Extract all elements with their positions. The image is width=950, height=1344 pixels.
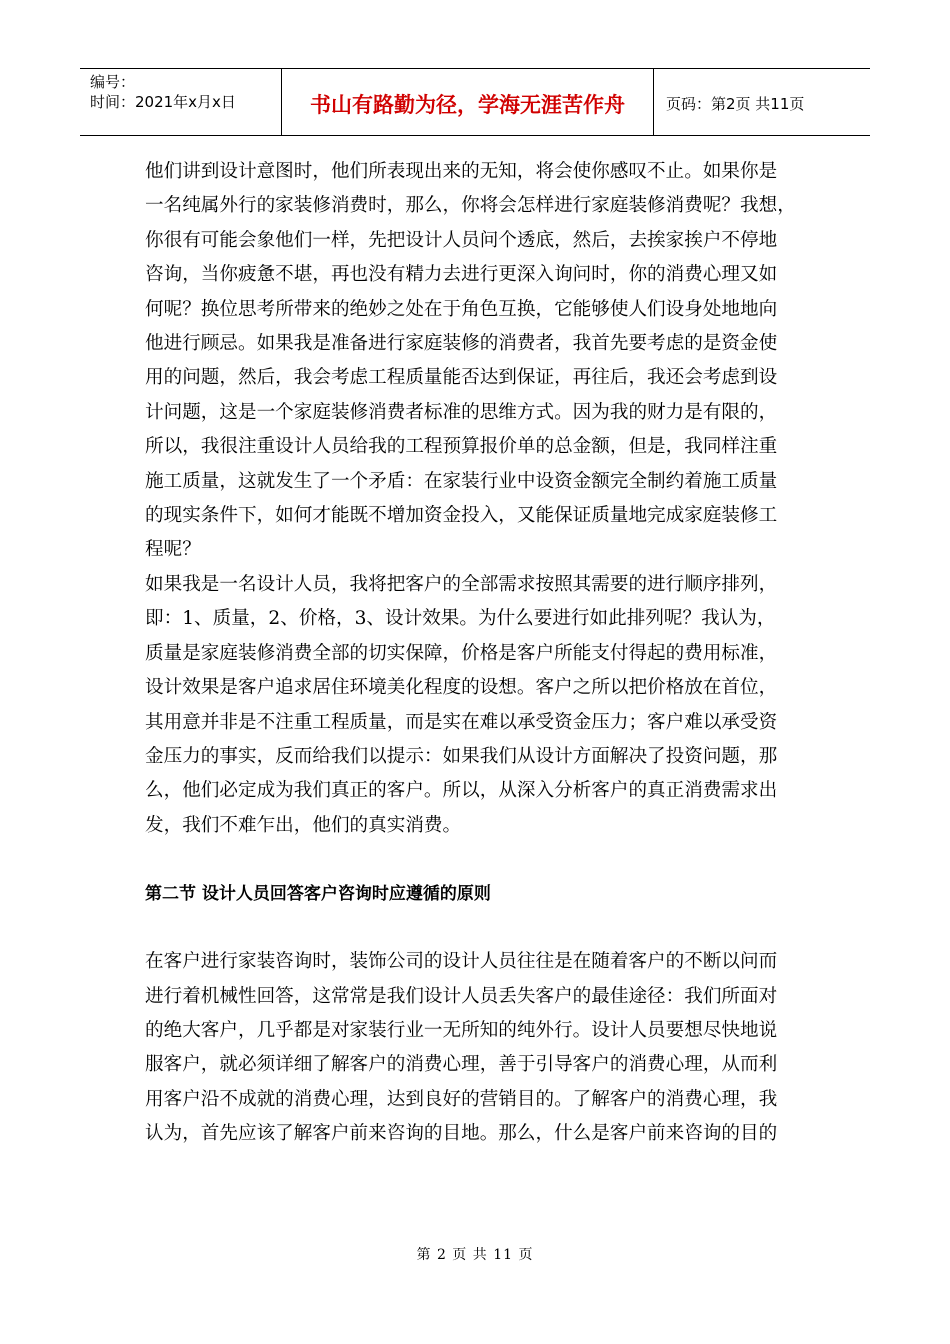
text-line: 么，他们必定成为我们真正的客户。所以，从深入分析客户的真正消费需求出 xyxy=(145,780,778,802)
text-line: 程呢？ xyxy=(145,539,201,561)
spacer xyxy=(145,911,805,945)
text-line: 金压力的事实，反而给我们以提示：如果我们从设计方面解决了投资问题，那 xyxy=(145,745,778,767)
document-body xyxy=(145,155,805,1152)
page-footer: 第 2 页 共 11 页 xyxy=(416,1247,534,1263)
page-header xyxy=(80,68,870,136)
text-line: 用客户沿不成就的消费心理，达到良好的营销目的。了解客户的消费心理，我 xyxy=(145,1088,778,1110)
text-line: 质量是家庭装修消费全部的切实保障，价格是客户所能支付得起的费用标准， xyxy=(145,642,778,664)
text-line: 他进行顾忌。如果我是准备进行家庭装修的消费者，我首先要考虑的是资金使 xyxy=(145,333,778,355)
text-line: 施工质量，这就发生了一个矛盾：在家装行业中设资金额完全制约着施工质量 xyxy=(145,470,778,492)
paragraph-3 xyxy=(145,945,805,1151)
section-heading: 第二节 设计人员回答客户咨询时应遵循的原则 xyxy=(145,884,491,905)
text-line: 发，我们不难乍出，他们的真实消费。 xyxy=(145,814,462,836)
text-line: 计问题，这是一个家庭装修消费者标准的思维方式。因为我的财力是有限的， xyxy=(145,401,778,423)
spacer xyxy=(145,843,805,877)
header-page-label: 页码：第2页 共11页 xyxy=(666,94,805,113)
text-line: 用的问题，然后，我会考虑工程质量能否达到保证，再往后，我还会考虑到设 xyxy=(145,367,778,389)
text-line: 服客户，就必须详细了解客户的消费心理，善于引导客户的消费心理，从而利 xyxy=(145,1054,778,1076)
text-line: 其用意并非是不注重工程质量，而是实在难以承受资金压力；客户难以承受资 xyxy=(145,711,778,733)
header-motto: 书山有路勤为径，学海无涯苦作舟 xyxy=(282,69,654,135)
text-line: 的绝大客户，几乎都是对家装行业一无所知的纯外行。设计人员要想尽快地说 xyxy=(145,1019,778,1041)
text-line: 进行着机械性回答，这常常是我们设计人员丢失客户的最佳途径：我们所面对 xyxy=(145,985,778,1007)
text-line: 所以，我很注重设计人员给我的工程预算报价单的总金额，但是，我同样注重 xyxy=(145,436,778,458)
text-line: 何呢？换位思考所带来的绝妙之处在于角色互换，它能够使人们设身处地地向 xyxy=(145,298,778,320)
paragraph-1 xyxy=(145,155,805,568)
text-line: 认为，首先应该了解客户前来咨询的目地。那么，什么是客户前来咨询的目的 xyxy=(145,1123,778,1145)
text-line: 你很有可能会象他们一样，先把设计人员问个透底，然后，去挨家挨户不停地 xyxy=(145,229,778,251)
header-meta-cell xyxy=(80,69,282,135)
date-label: 时间：2021年x月x日 xyxy=(90,93,236,111)
text-line: 设计效果是客户追求居住环境美化程度的设想。客户之所以把价格放在首位， xyxy=(145,677,778,699)
text-line: 在客户进行家装咨询时，装饰公司的设计人员往往是在随着客户的不断以问而 xyxy=(145,951,778,973)
serial-label: 编号： xyxy=(90,73,136,91)
text-line: 他们讲到设计意图时，他们所表现出来的无知，将会使你感叹不止。如果你是 xyxy=(145,161,778,182)
paragraph-2 xyxy=(145,568,805,843)
text-line: 的现实条件下，如何才能既不增加资金投入，又能保证质量地完成家庭装修工 xyxy=(145,505,778,527)
text-line: 即：1、质量，2、价格，3、设计效果。为什么要进行如此排列呢？我认为， xyxy=(145,608,776,630)
text-line: 如果我是一名设计人员，我将把客户的全部需求按照其需要的进行顺序排列， xyxy=(145,573,778,595)
text-line: 咨询，当你疲惫不堪，再也没有精力去进行更深入询问时，你的消费心理又如 xyxy=(145,264,778,286)
text-line: 一名纯属外行的家装修消费时，那么，你将会怎样进行家庭装修消费呢？我想， xyxy=(145,195,796,217)
